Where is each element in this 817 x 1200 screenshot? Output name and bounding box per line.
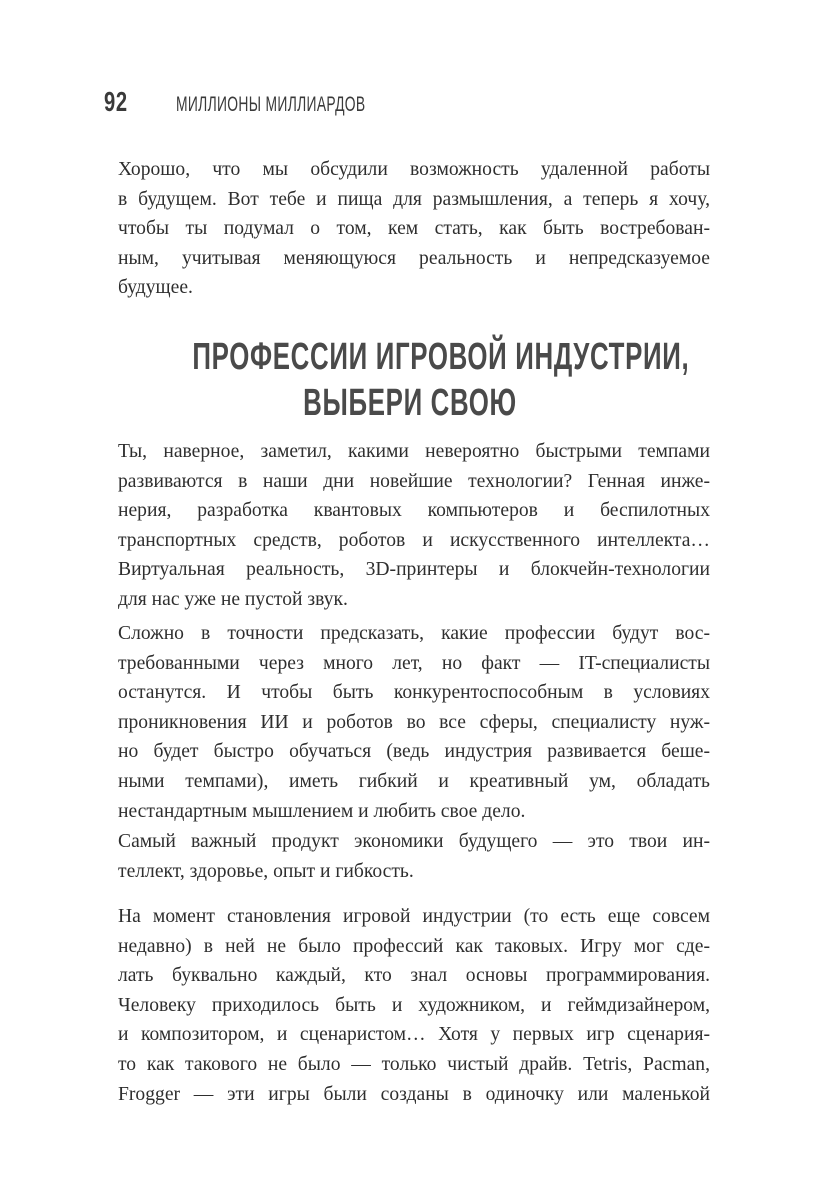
paragraph-1 [118,155,710,303]
paragraph-2 [118,437,710,615]
text-line: Виртуальная реальность, 3D-принтеры и блокчейн-технологии [118,559,710,581]
paragraph-4 [118,827,710,886]
text-line: лать буквально каждый, кто знал основы программирования. [118,965,710,987]
section-heading-line: ВЫБЕРИ СВОЮ [303,382,517,424]
paragraph-3 [118,619,710,826]
running-head [104,86,463,122]
text-line: но будет быстро обучаться (ведь индустрия развивается беше- [118,741,710,763]
text-line: развиваются в наши дни новейшие технологии? Генная инже- [118,470,710,492]
text-line: нерия, разработка квантовых компьютеров и беспилотных [118,500,710,522]
text-line: Самый важный продукт экономики будущего — это твои ин- [118,831,710,852]
text-line: Ты, наверное, заметил, какими невероятно быстрыми темпами [118,441,710,462]
section-heading-line: ПРОФЕССИИ ИГРОВОЙ ИНДУСТРИИ, [192,336,690,378]
text-line: теллект, здоровье, опыт и гибкость. [118,860,414,882]
text-line: будущее. [118,277,193,299]
text-line: Человеку приходилось быть и художником, и геймдизайнером, [118,994,710,1016]
text-line: Сложно в точности предсказать, какие профессии будут вос- [118,623,710,644]
text-line: останутся. И чтобы быть конкурентоспособным в условиях [118,682,710,704]
running-title: МИЛЛИОНЫ МИЛЛИАРДОВ [176,93,366,116]
page-number: 92 [104,86,128,117]
text-line: нестандартным мышлением и любить свое дело. [118,800,526,822]
text-line: Хорошо, что мы обсудили возможность удаленной работы [118,159,710,180]
text-line: чтобы ты подумал о том, кем стать, как быть востребован- [118,218,710,240]
text-line: требованными через много лет, но факт — IT-специалисты [118,652,710,674]
text-line: недавно) в ней не было профессий как таковых. Игру мог сде- [118,935,710,957]
text-line: в будущем. Вот тебе и пища для размышления, а теперь я хочу, [118,188,710,210]
text-line: ными темпами), иметь гибкий и креативный ум, обладать [118,770,710,792]
text-line: На момент становления игровой индустрии (то есть еще совсем [118,906,710,927]
text-line: для нас уже не пустой звук. [118,588,348,610]
section-heading [90,334,730,426]
text-line: транспортных средств, роботов и искусственного интеллекта… [118,529,710,551]
text-line: проникновения ИИ и роботов во все сферы, специалисту нуж- [118,711,710,733]
text-line: Frogger — эти игры были созданы в одиночку или маленькой [118,1083,710,1105]
text-line: и композитором, и сценаристом… Хотя у первых игр сценария- [118,1024,710,1046]
text-line: то как такового не было — только чистый драйв. Tetris, Pacman, [118,1053,710,1075]
text-line: ным, учитывая меняющуюся реальность и непредсказуемое [118,247,710,269]
paragraph-5 [118,902,710,1109]
